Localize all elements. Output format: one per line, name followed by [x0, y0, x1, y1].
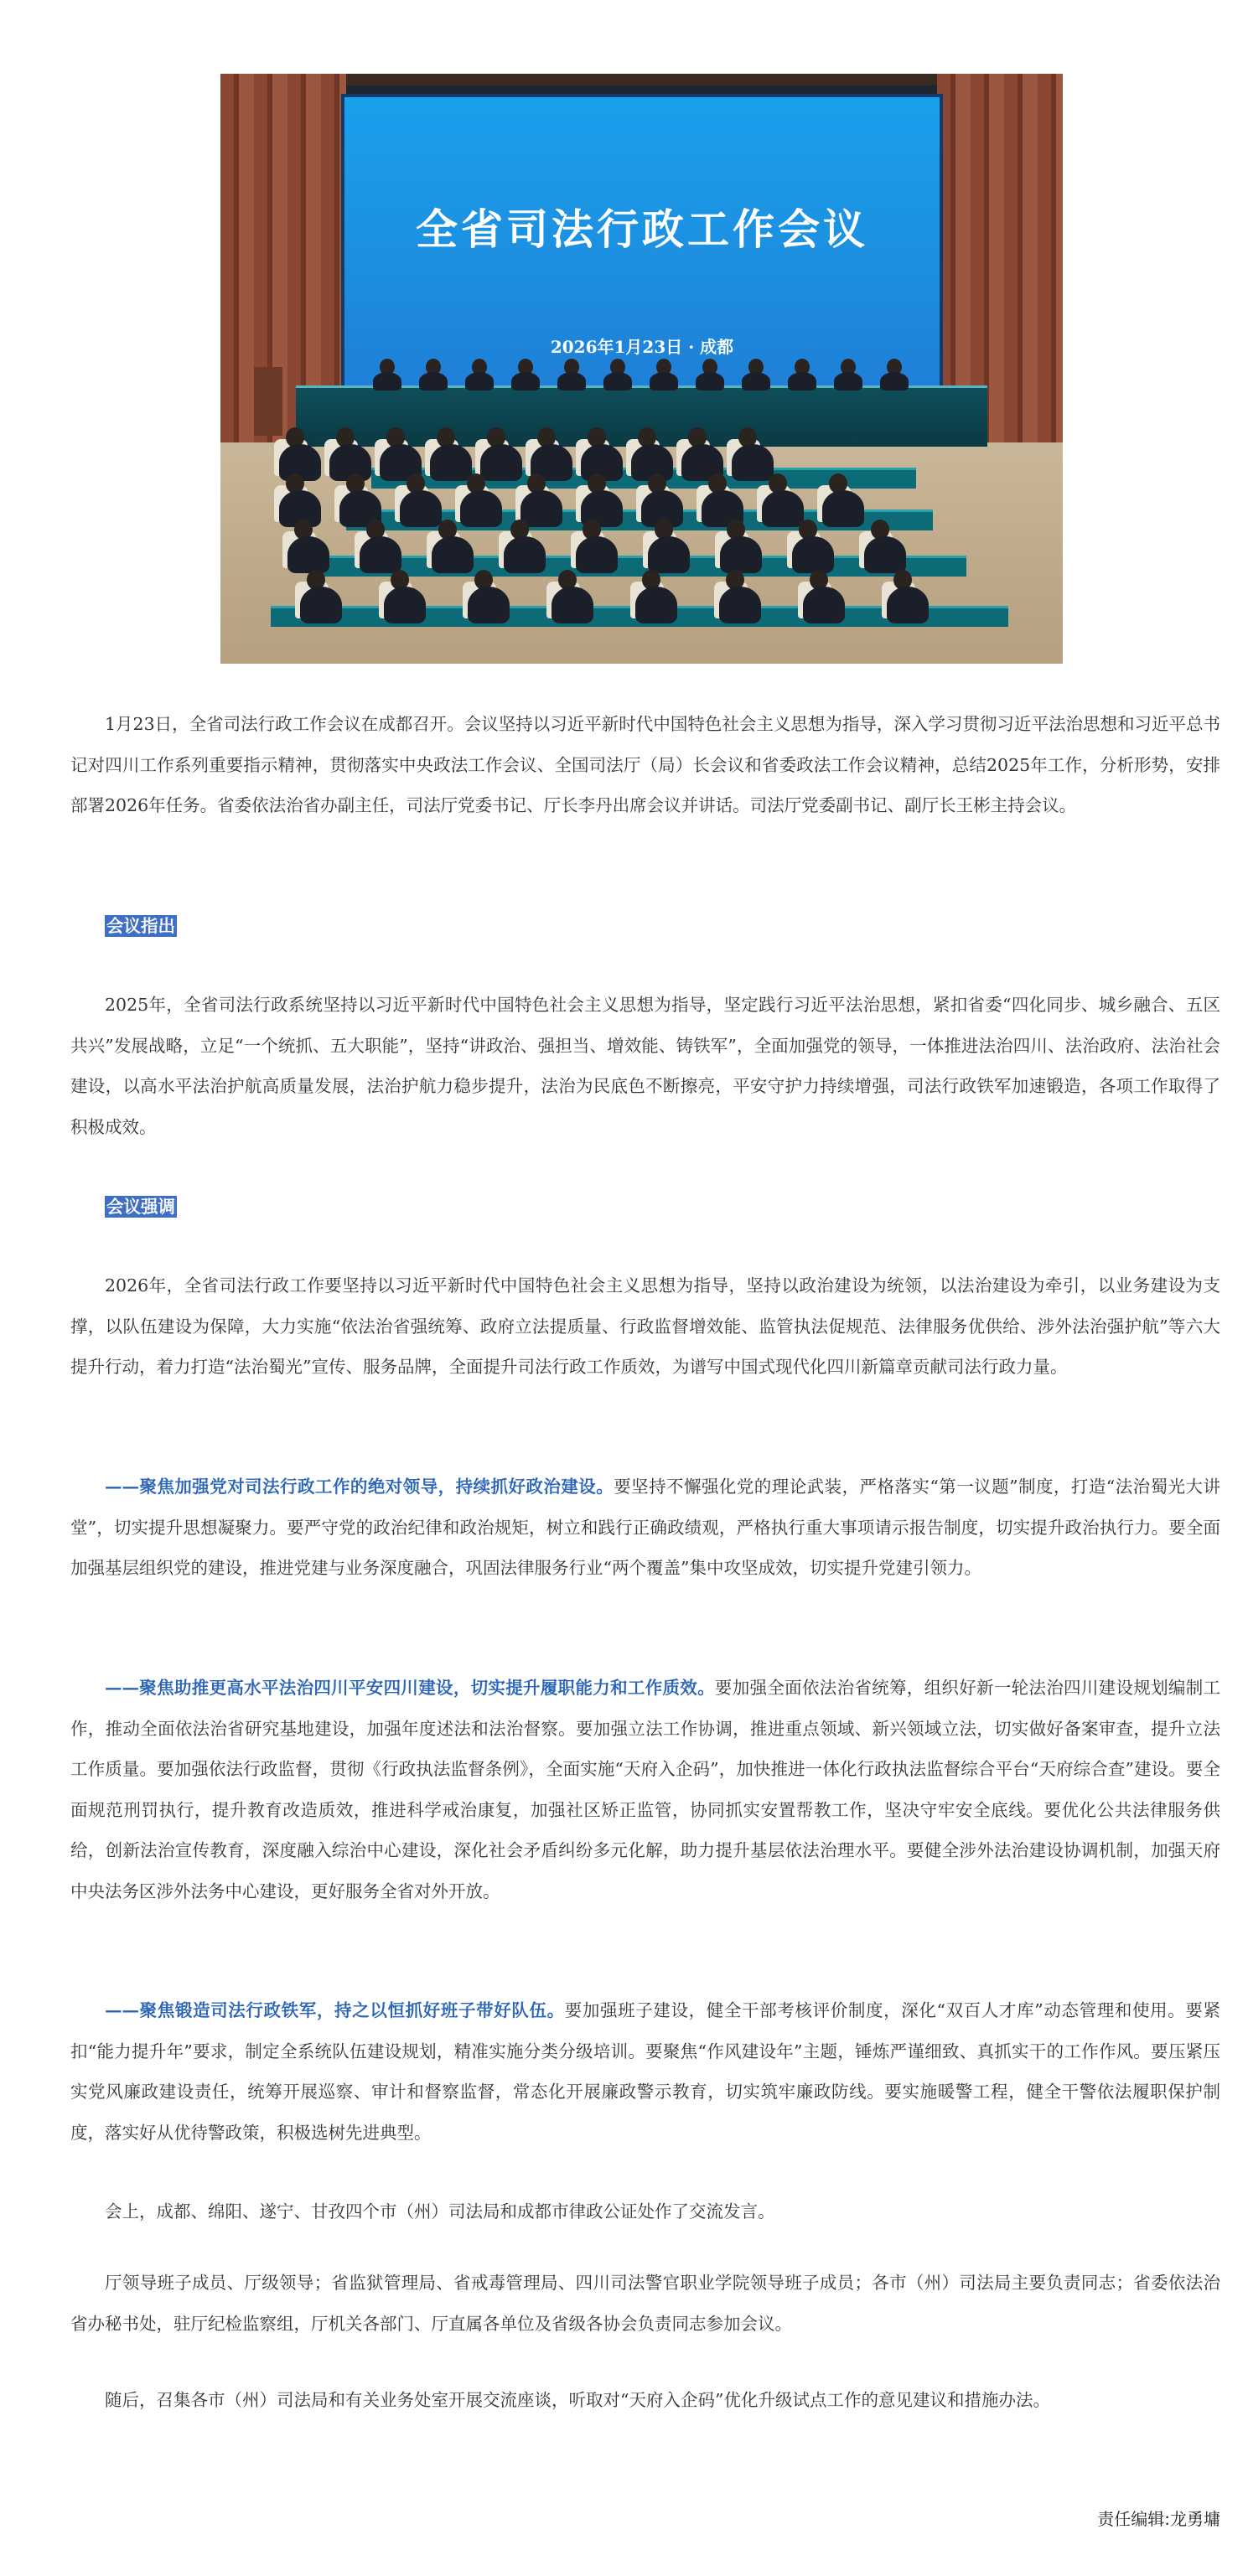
paragraph-lead: ——聚焦锻造司法行政铁军，持之以恒抓好班子带好队伍。	[105, 2000, 565, 2020]
photo-attendee	[719, 587, 761, 623]
photo-attendee	[400, 490, 442, 527]
photo-attendee	[792, 536, 834, 573]
photo-official	[603, 372, 632, 391]
photo-attendee	[430, 444, 472, 481]
photo-official	[419, 372, 448, 391]
photo-attendee	[520, 490, 562, 527]
photo-official	[465, 372, 494, 391]
paragraph-2026-tasks: 2026年，全省司法行政工作要坚持以习近平新时代中国特色社会主义思想为指导，坚持以政治建设为统领，以法治建设为牵引，以业务建设为支撑，以队伍建设为保障，大力实施“依法治省强统筹、政府立法提质量、行政监督增效能、监管执法促规范、法律服务优供给、涉外法治强护航”等六大提升行动，着力打造“法治蜀光”宣传、服务品牌，全面提升司法行政工作质效，为谱写中国式现代化四川新篇章贡献司法行政力量。	[70, 1275, 1220, 1377]
photo-attendee	[384, 587, 426, 623]
photo-attendee	[576, 536, 618, 573]
section-heading-label: 会议强调	[106, 1197, 175, 1217]
screen-date: 2026年1月23日 · 成都	[550, 337, 734, 357]
photo-official	[696, 372, 724, 391]
paragraph-body: 要加强班子建设，健全干部考核评价制度，深化“双百人才库”动态管理和使用。要紧扣“能力提升年”要求，制定全系统队伍建设规划，精准实施分类分级培训。要聚焦“作风建设年”主题，锤炼严谨细致、真抓实干的工作作风。要压紧压实党风廉政建设责任，统筹开展巡察、审计和督察监督，常态化开展廉政警示教育，切实筑牢廉政防线。要实施暖警工程，健全干警依法履职保护制度，落实好从优待警政策，积极选树先进典型。	[70, 2000, 1221, 2143]
photo-official	[880, 372, 909, 391]
paragraph-political-building	[70, 1466, 1220, 1589]
paragraph-intro: 1月23日，全省司法行政工作会议在成都召开。会议坚持以习近平新时代中国特色社会主义思想为指导，深入学习贯彻习近平法治思想和习近平总书记对四川工作系列重要指示精神，贯彻落实中央政法工作会议、全国司法厅（局）长会议和省委政法工作会议精神，总结2025年工作，分析形势，安排部署2026年任务。省委依法治省办副主任，司法厅党委书记、厅长李丹出席会议并讲话。司法厅党委副书记、副厅长王彬主持会议。	[70, 714, 1220, 815]
photo-official	[788, 372, 816, 391]
responsible-editor: 责任编辑:龙勇墉	[1097, 2509, 1220, 2529]
photo-attendee	[552, 587, 593, 623]
photo-official	[557, 372, 586, 391]
photo-attendee	[287, 536, 329, 573]
photo-attendee	[504, 536, 546, 573]
paragraph-body: 要加强全面依法治省统筹，组织好新一轮法治四川建设规划编制工作，推动全面依法治省研究基地建设，加强年度述法和法治督察。要加强立法工作协调，推进重点领域、新兴领域立法，切实做好备案审查，提升立法工作质量。要加强依法行政监督，贯彻《行政执法监督条例》，全面实施“天府入企码”，加快推进一体化行政执法监督综合平台“天府综合查”建设。要全面规范刑罚执行，提升教育改造质效，推进科学戒治康复，加强社区矫正监管，协同抓实安置帮教工作，坚决守牢安全底线。要优化公共法律服务供给，创新法治宣传教育，深度融入综治中心建设，深化社会矛盾纠纷多元化解，助力提升基层依法治理水平。要健全涉外法治建设协调机制，加强天府中央法务区涉外法务中心建设，更好服务全省对外开放。	[70, 1678, 1221, 1901]
section-heading-meeting-emphasized	[70, 1194, 177, 1219]
photo-attendee	[635, 587, 677, 623]
photo-attendee	[887, 587, 929, 623]
photo-official	[373, 372, 401, 391]
photo-attendee	[720, 536, 762, 573]
section-heading-meeting-pointed-out	[70, 913, 177, 939]
paragraph-attendees: 厅领导班子成员、厅级领导；省监狱管理局、省戒毒管理局、四川司法警官职业学院领导班子成员；各市（州）司法局主要负责同志；省委依法治省办秘书处，驻厅纪检监察组，厅机关各部门、厅直属各单位及省级各协会负责同志参加会议。	[70, 2273, 1220, 2334]
photo-attendee	[300, 587, 342, 623]
photo-official	[511, 372, 540, 391]
photo-attendee	[762, 490, 804, 527]
photo-podium	[254, 367, 282, 436]
photo-attendee	[480, 444, 522, 481]
paragraph-2025-review: 2025年，全省司法行政系统坚持以习近平新时代中国特色社会主义思想为指导，坚定践行习近平法治思想，紧扣省委“四化同步、城乡融合、五区共兴”发展战略，立足“一个统抓、五大职能”，坚持“讲政治、强担当、增效能、铸铁军”，全面加强党的领导，一体推进法治四川、法治政府、法治社会建设，以高水平法治护航高质量发展，法治护航力稳步提升，法治为民底色不断擦亮，平安守护力持续增强，司法行政铁军加速锻造，各项工作取得了积极成效。	[70, 995, 1220, 1137]
paragraph-exchange-speeches: 会上，成都、绵阳、遂宁、甘孜四个市（州）司法局和成都市律政公证处作了交流发言。	[105, 2201, 775, 2222]
paragraph-lead: ——聚焦助推更高水平法治四川平安四川建设，切实提升履职能力和工作质效。	[105, 1678, 715, 1698]
photo-official	[650, 372, 678, 391]
section-heading-label: 会议指出	[106, 916, 175, 936]
photo-attendee	[803, 587, 845, 623]
photo-attendee	[460, 490, 502, 527]
paragraph-lead: ——聚焦加强党对司法行政工作的绝对领导，持续抓好政治建设。	[105, 1477, 614, 1497]
screen-title: 全省司法行政工作会议	[416, 204, 868, 254]
paragraph-rule-of-law	[70, 1668, 1220, 1911]
photo-attendee	[432, 536, 474, 573]
photo-attendee	[468, 587, 510, 623]
paragraph-symposium: 随后，召集各市（州）司法局和有关业务处室开展交流座谈，听取对“天府入企码”优化升级试点工作的意见建议和措施办法。	[105, 2390, 1050, 2410]
photo-attendee	[648, 536, 690, 573]
photo-attendee	[360, 536, 401, 573]
meeting-photo	[220, 74, 1063, 664]
photo-attendee	[732, 444, 774, 481]
paragraph-team-building	[70, 1990, 1220, 2153]
photo-official	[834, 372, 862, 391]
paragraph-body: 要坚持不懈强化党的理论武装，严格落实“第一议题”制度，打造“法治蜀光大讲堂”，切实提升思想凝聚力。要严守党的政治纪律和政治规矩，树立和践行正确政绩观，严格执行重大事项请示报告制度，切实提升政治执行力。要全面加强基层组织党的建设，推进党建与业务深度融合，巩固法律服务行业“两个覆盖”集中攻坚成效，切实提升党建引领力。	[70, 1477, 1220, 1578]
photo-attendee	[822, 490, 864, 527]
photo-led-screen	[344, 97, 940, 395]
photo-official	[742, 372, 770, 391]
photo-attendee	[864, 536, 906, 573]
